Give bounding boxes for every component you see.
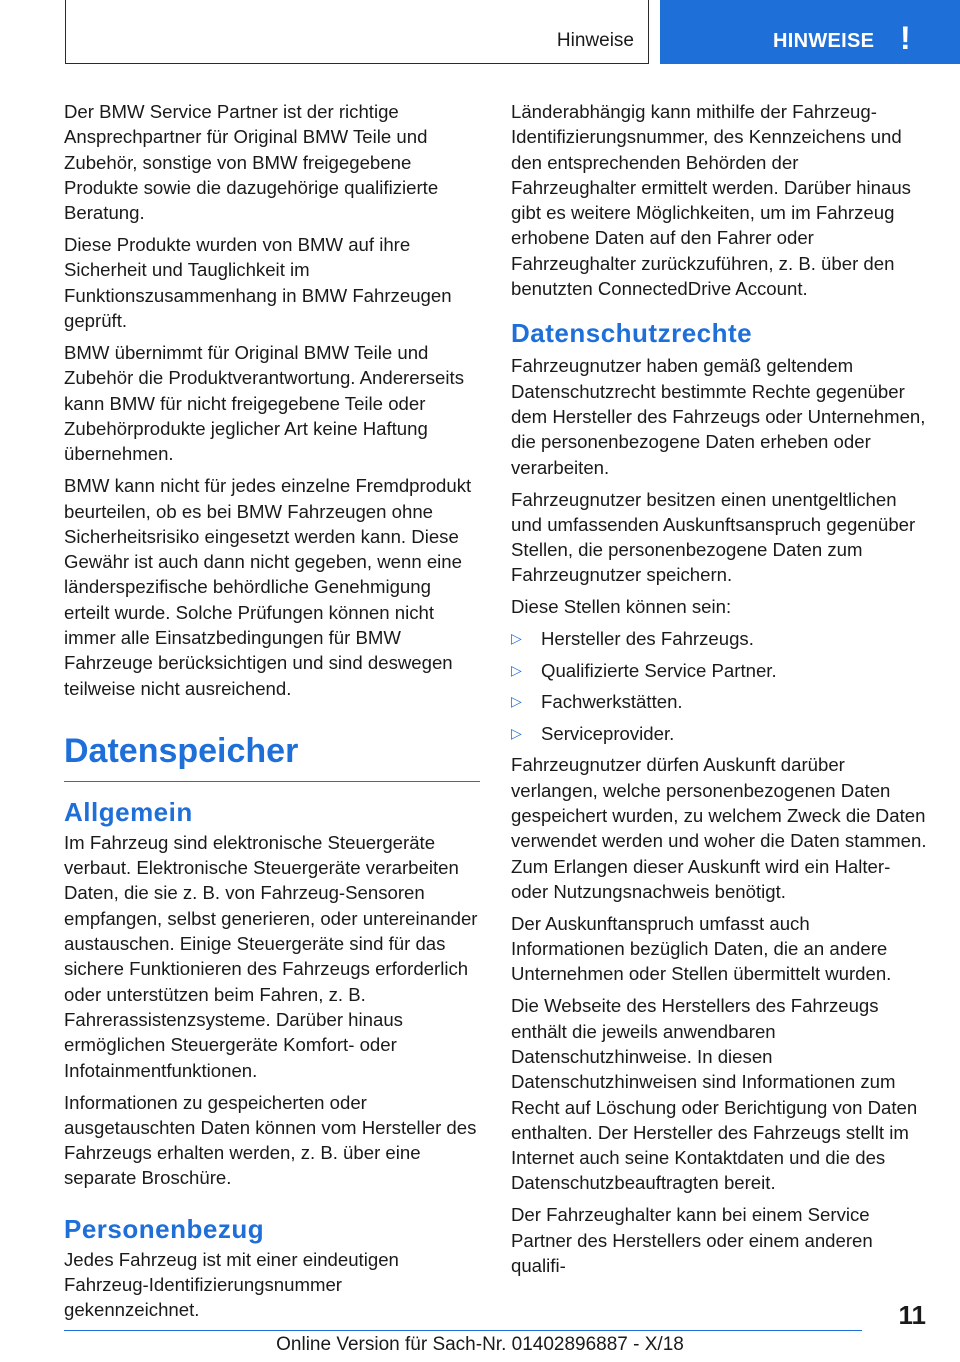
paragraph: Diese Stellen können sein:: [511, 596, 732, 618]
triangle-bullet-icon: ▷: [511, 630, 522, 647]
page-number: 11: [898, 1300, 926, 1330]
list-item: [511, 689, 927, 714]
list-item-text: Serviceprovider.: [541, 722, 675, 744]
triangle-bullet-icon: ▷: [511, 724, 522, 741]
paragraph: Diese Produkte wurden von BMW auf ihre Sicherheit und Tauglichkeit im Funktionszusammenhang in BMW Fahrzeugen geprüft.: [64, 234, 452, 332]
bullet-list: [511, 626, 927, 746]
paragraph: Informationen zu gespeicherten oder ausgetauschten Daten können vom Hersteller des Fahrzeugs erhalten werden, z. B. über eine separate Broschüre.: [64, 1091, 477, 1189]
paragraph: Fahrzeugnutzer besitzen einen unentgeltlichen und umfassenden Auskunftsanspruch gegenüber Stellen, die personenbezogene Daten zum Fahrzeugnutzer speichern.: [511, 488, 916, 586]
subsection-title-datenschutzrechte: Datenschutzrechte: [511, 318, 753, 349]
triangle-bullet-icon: ▷: [511, 693, 522, 710]
paragraph: Der BMW Service Partner ist der richtige Ansprechpartner für Original BMW Teile und Zubehör, sonstige von BMW freigegebene Produkte sowie die dazugehörige qualifizierte Beratung.: [64, 101, 439, 224]
paragraph: Im Fahrzeug sind elektronische Steuergeräte verbaut. Elektronische Steuergeräte verarbeiten Daten, die sie z. B. von Fahrzeug-Sensoren empfangen, selbst generieren, oder untereinander austauschen. Einige Steuergeräte sind für das sichere Funktionieren des Fahrzeugs erforderlich oder unterstützen beim Fahren, z. B. Fahrerassistenzsysteme. Darüber hinaus ermöglichen Steuergeräte Komfort- oder Infotainmentfunktionen.: [64, 831, 478, 1081]
subsection-title-allgemein: Allgemein: [64, 796, 193, 827]
paragraph: Jedes Fahrzeug ist mit einer eindeutigen Fahrzeug-Identifizierungsnummer gekennzeichnet.: [64, 1248, 399, 1321]
exclamation-icon: !: [900, 20, 911, 56]
list-item: [511, 721, 927, 746]
paragraph: Fahrzeugnutzer dürfen Auskunft darüber verlangen, welche personenbezogenen Daten gespeichert wurden, zu welchem Zweck die Daten verwendet werden und woher die Daten stammen. Zum Erlangen dieser Auskunft wird ein Halter- oder Nutzungsnachweis benötigt.: [511, 754, 927, 902]
paragraph: Fahrzeugnutzer haben gemäß geltendem Datenschutzrecht bestimmte Rechte gegenüber dem Hersteller des Fahrzeugs oder Unternehmen, die personenbezogene Daten erheben oder verarbeiten.: [511, 355, 926, 478]
triangle-bullet-icon: ▷: [511, 661, 522, 678]
footer-online-version: Online Version für Sach-Nr. 01402896887 - X/18: [276, 1334, 684, 1355]
list-item: [511, 658, 927, 683]
right-column: [511, 99, 927, 1285]
paragraph: BMW übernimmt für Original BMW Teile und Zubehör die Produktverantwortung. Andererseits kann BMW für nicht freigegebene Teile oder Zubehörprodukte jeglicher Art keine Haftung übernehmen.: [64, 342, 464, 465]
header-section-label: Hinweise: [556, 30, 634, 51]
section-title-datenspeicher: Datenspeicher: [64, 731, 480, 782]
header-section-box: [65, 0, 649, 64]
chapter-tab-label: HINWEISE: [773, 30, 875, 52]
chapter-tab[interactable]: [660, 0, 960, 64]
list-item-text: Hersteller des Fahrzeugs.: [541, 628, 754, 650]
paragraph: BMW kann nicht für jedes einzelne Fremdprodukt beurteilen, ob es bei BMW Fahrzeugen ohne Sicherheitsrisiko eingesetzt werden kann. Diese Gewähr ist auch dann nicht gegeben, wenn eine länderspezifische behördliche Genehmigung erteilt wurde. Solche Prüfungen können nicht immer alle Einsatzbedingungen für BMW Fahrzeuge berücksichtigen und sind deswegen teilweise nicht ausreichend.: [64, 475, 472, 699]
list-item: [511, 626, 927, 651]
list-item-text: Qualifizierte Service Partner.: [541, 659, 777, 681]
paragraph: Die Webseite des Herstellers des Fahrzeugs enthält die jeweils anwendbaren Datenschutzhinweise. In diesen Datenschutzhinweisen sind Informationen zum Recht auf Löschung oder Berichtigung von Daten enthalten. Der Hersteller des Fahrzeugs stellt im Internet auch seine Kontaktdaten und die des Datenschutzbeauftragten bereit.: [511, 995, 918, 1194]
paragraph: Länderabhängig kann mithilfe der Fahrzeug-Identifizierungsnummer, des Kennzeichens und den entsprechenden Behörden der Fahrzeughalter ermittelt werden. Darüber hinaus gibt es weitere Möglichkeiten, um im Fahrzeug erhobene Daten auf den Fahrer oder Fahrzeughalter zurückzuführen, z. B. über den benutzten ConnectedDrive Account.: [511, 101, 911, 300]
footer-divider: [64, 1330, 862, 1331]
paragraph: Der Fahrzeughalter kann bei einem Service Partner des Herstellers oder einem anderen qualifi-: [511, 1204, 873, 1277]
list-item-text: Fachwerkstätten.: [541, 691, 683, 713]
subsection-title-personenbezug: Personenbezug: [64, 1213, 265, 1244]
left-column: [64, 99, 480, 1329]
paragraph: Der Auskunftanspruch umfasst auch Informationen bezüglich Daten, die an andere Unternehmen oder Stellen übermittelt wurden.: [511, 912, 892, 985]
